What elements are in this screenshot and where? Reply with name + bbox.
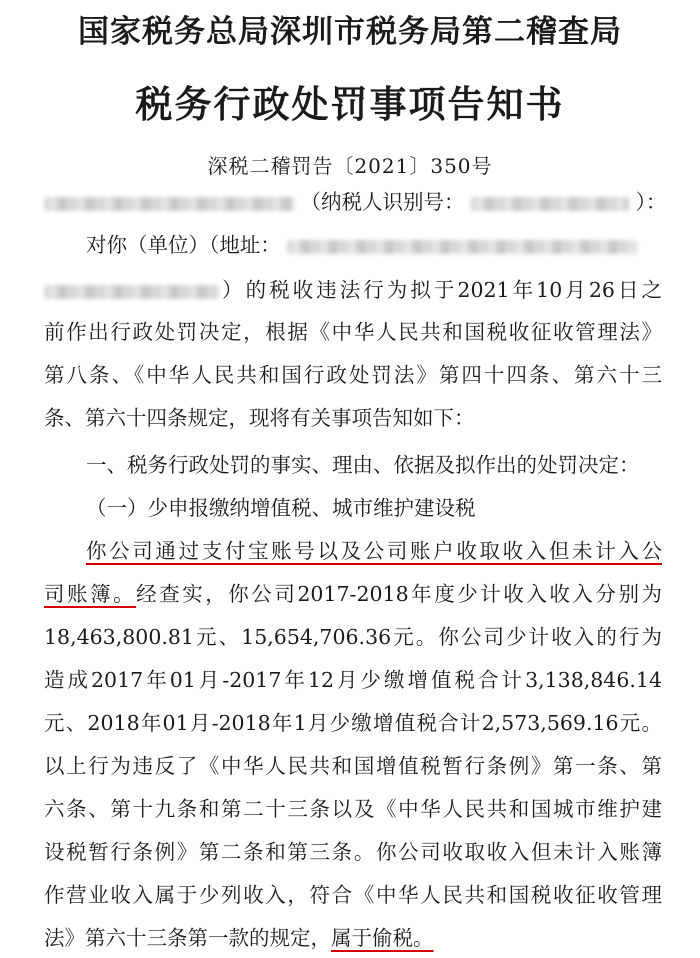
tin-close: ）： bbox=[635, 190, 667, 214]
paragraph1-line-8: 设税暂行条例》第二条和第三条。你公司收取收入但未计入账簿 bbox=[44, 840, 662, 864]
highlighted-text-3: 属于偷税。 bbox=[331, 926, 434, 950]
paragraph1-line-1 bbox=[86, 537, 662, 565]
recipient-line bbox=[44, 188, 666, 216]
highlighted-text-2: 司账簿。 bbox=[44, 582, 137, 606]
redacted-address bbox=[287, 240, 637, 254]
address-close: ） bbox=[219, 278, 246, 302]
paragraph1-line-9: 作营业收入属于少列收入，符合《中华人民共和国税收征收管理 bbox=[44, 883, 662, 907]
intro-line-4: 条、第六十四条规定，现将有关事项告知如下： bbox=[44, 406, 475, 430]
address-line bbox=[86, 231, 637, 259]
tin-label: （纳税人识别号： bbox=[300, 190, 465, 214]
paragraph1-line-10 bbox=[44, 924, 434, 952]
paragraph1-line-4: 造成2017年01月-2017年12月少缴增值税合计3,138,846.14 bbox=[44, 668, 662, 692]
redacted-taxpayer-name bbox=[44, 197, 294, 211]
highlighted-text-1: 你公司通过支付宝账号以及公司账户收取收入但未计入公 bbox=[86, 539, 662, 563]
intro-line-2: 前作出行政处罚决定，根据《中华人民共和国税收征收管理法》 bbox=[44, 320, 662, 344]
document-number: 深税二稽罚告〔2021〕350号 bbox=[207, 154, 493, 178]
notice-title: 税务行政处罚事项告知书 bbox=[135, 83, 565, 126]
paragraph1-line-3: 18,463,800.81元、15,654,706.36元。你公司少计收入的行为 bbox=[44, 625, 662, 649]
paragraph1-line-7: 六条、第十九条和第二十三条以及《中华人民共和国城市维护建 bbox=[44, 797, 662, 821]
address-prefix: 对你（单位）（地址： bbox=[86, 233, 281, 257]
paragraph1-text-10: 法》第六十三条第一款的规定， bbox=[44, 926, 331, 950]
paragraph1-line-6: 以上行为违反了《中华人民共和国增值税暂行条例》第一条、第 bbox=[44, 754, 662, 778]
paragraph1-line-5: 元、2018年01月-2018年1月少缴增值税合计2,573,569.16元。 bbox=[44, 711, 662, 735]
agency-title: 国家税务总局深圳市税务局第二稽查局 bbox=[78, 14, 622, 50]
section1-heading: 一、税务行政处罚的事实、理由、依据及拟作出的处罚决定： bbox=[86, 453, 640, 477]
intro-line-3: 第八条、《中华人民共和国行政处罚法》第四十四条、第六十三 bbox=[44, 363, 662, 387]
redacted-address-cont bbox=[44, 285, 219, 299]
paragraph1-line-2 bbox=[44, 580, 662, 608]
subsection1-heading: （一）少申报缴纳增值税、城市维护建设税 bbox=[86, 496, 476, 520]
redacted-tin bbox=[471, 197, 629, 211]
intro-line-1 bbox=[44, 276, 662, 304]
intro-text-1: 的税收违法行为拟于2021年10月26日之 bbox=[245, 278, 662, 302]
paragraph1-text-2: 经查实，你公司2017-2018年度少计收入收入分别为 bbox=[136, 582, 662, 606]
